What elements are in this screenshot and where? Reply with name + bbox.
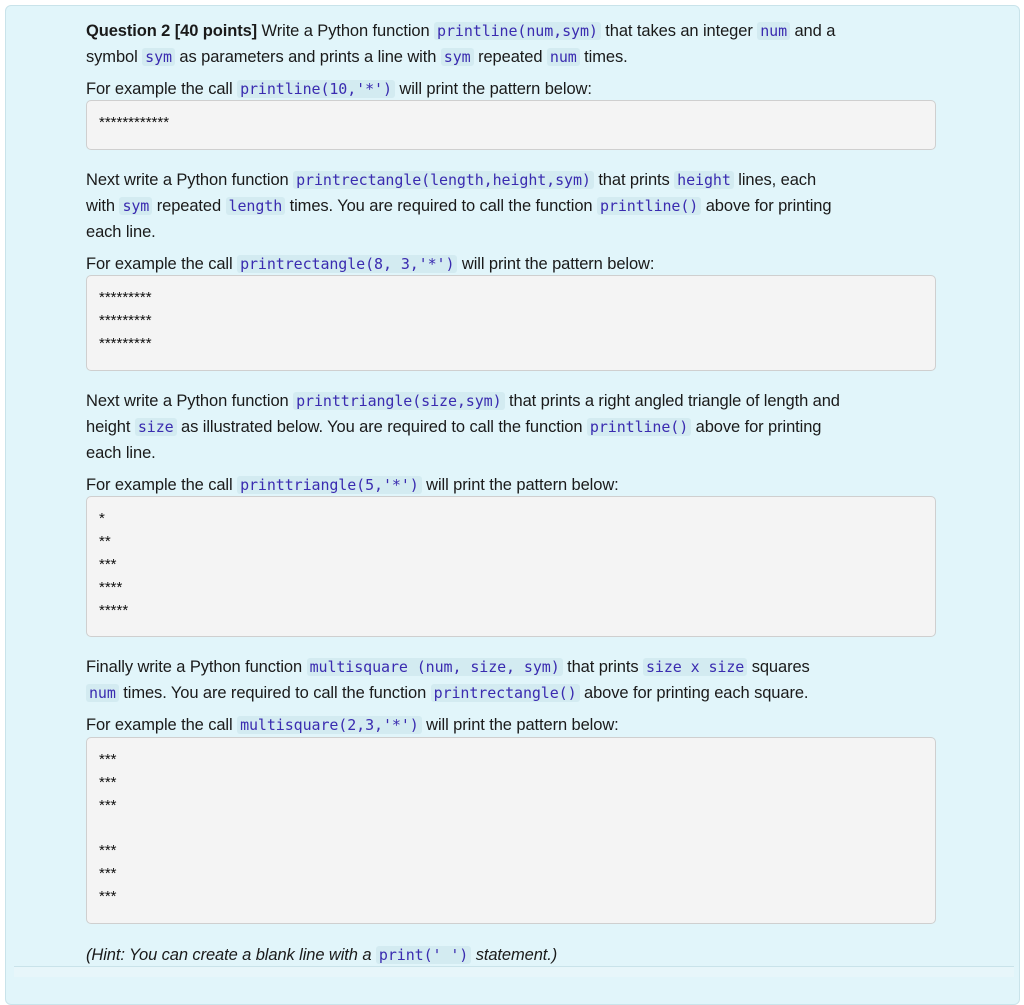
part2-text: each line.	[86, 223, 156, 241]
intro-line-2	[86, 44, 938, 70]
part2-text: that prints	[593, 171, 675, 189]
part2-line-3	[86, 219, 938, 245]
example-text: will print the pattern below:	[421, 716, 619, 734]
part3-line-1	[86, 388, 938, 414]
output-line: ************	[99, 114, 170, 131]
output-line: *********	[99, 312, 152, 329]
example-text: For example the call	[86, 716, 238, 734]
part3-line-3	[86, 440, 938, 466]
question-title: Question 2 [40 points]	[86, 22, 258, 40]
part2-description	[86, 167, 938, 277]
output-line: ***	[99, 842, 117, 859]
code-length: length	[226, 197, 286, 215]
output-line: ***	[99, 751, 117, 768]
part2-text: above for printing	[701, 197, 832, 215]
code-printline-call: printline(10,'*')	[237, 80, 395, 98]
output-line: ***	[99, 888, 117, 905]
code-size: size	[135, 418, 177, 436]
part2-example-line	[86, 251, 938, 277]
part3-text: Next write a Python function	[86, 392, 294, 410]
code-sym: sym	[119, 197, 152, 215]
output-line: *	[99, 510, 105, 527]
part4-text: above for printing each square.	[579, 684, 809, 702]
part2-text: Next write a Python function	[86, 171, 294, 189]
question-intro	[86, 18, 938, 102]
output-line: ***	[99, 865, 117, 882]
example-text: will print the pattern below:	[394, 80, 592, 98]
part4-text: Finally write a Python function	[86, 658, 307, 676]
intro-text: that takes an integer	[600, 22, 758, 40]
output-line: ***	[99, 797, 117, 814]
code-printtriangle-signature: printtriangle(size,sym)	[293, 392, 504, 410]
part3-text: that prints a right angled triangle of length and	[504, 392, 840, 410]
output-box-printrectangle	[86, 275, 936, 371]
part3-example-line	[86, 472, 938, 498]
part3-text: above for printing	[691, 418, 822, 436]
hint-block	[86, 942, 938, 968]
part4-text: squares	[747, 658, 810, 676]
code-sym: sym	[441, 48, 474, 66]
intro-line-1	[86, 18, 938, 44]
part2-text: with	[86, 197, 120, 215]
output-box-multisquare	[86, 737, 936, 924]
intro-text: and a	[790, 22, 836, 40]
code-multisquare-call: multisquare(2,3,'*')	[237, 716, 422, 734]
output-line: **	[99, 533, 111, 550]
output-box-printline	[86, 100, 936, 150]
part4-example-line	[86, 712, 938, 738]
code-num: num	[547, 48, 580, 66]
part4-text: times. You are required to call the function	[118, 684, 431, 702]
part4-description	[86, 654, 938, 738]
part2-line-1	[86, 167, 938, 193]
intro-text: times.	[579, 48, 628, 66]
output-box-printtriangle	[86, 496, 936, 637]
hint-text: statement.)	[471, 946, 558, 964]
part3-description	[86, 388, 938, 498]
hint-line	[86, 942, 938, 968]
intro-text: repeated	[473, 48, 547, 66]
part4-line-1	[86, 654, 938, 680]
example-text: will print the pattern below:	[457, 255, 655, 273]
example-text: For example the call	[86, 255, 238, 273]
intro-text: Write a Python function	[257, 22, 435, 40]
intro-text: symbol	[86, 48, 143, 66]
code-printtriangle-call: printtriangle(5,'*')	[237, 476, 422, 494]
intro-text: as parameters and prints a line with	[174, 48, 441, 66]
output-line: ****	[99, 579, 123, 596]
code-printrectangle-signature: printrectangle(length,height,sym)	[293, 171, 594, 189]
part3-line-2	[86, 414, 938, 440]
code-size-x-size: size x size	[643, 658, 747, 676]
code-num: num	[757, 22, 790, 40]
code-printrectangle-call: printrectangle(8, 3,'*')	[237, 255, 457, 273]
part4-line-2	[86, 680, 938, 706]
code-printline-ref: printline()	[587, 418, 691, 436]
part3-text: each line.	[86, 444, 156, 462]
example1-line	[86, 76, 938, 102]
part4-text: that prints	[562, 658, 643, 676]
code-print-blank: print(' ')	[376, 946, 471, 964]
code-printline-ref: printline()	[597, 197, 701, 215]
part3-text: as illustrated below. You are required to call the function	[176, 418, 587, 436]
code-multisquare-signature: multisquare (num, size, sym)	[307, 658, 563, 676]
part2-text: times. You are required to call the function	[285, 197, 597, 215]
code-num: num	[86, 684, 119, 702]
output-line: *********	[99, 289, 152, 306]
code-printline-signature: printline(num,sym)	[434, 22, 601, 40]
part2-text: repeated	[152, 197, 226, 215]
code-printrectangle-ref: printrectangle()	[431, 684, 580, 702]
code-sym: sym	[142, 48, 175, 66]
hint-text: (Hint: You can create a blank line with a	[86, 946, 376, 964]
output-line: ***	[99, 774, 117, 791]
example-text: For example the call	[86, 476, 238, 494]
output-line: *****	[99, 602, 129, 619]
code-height: height	[674, 171, 734, 189]
example-text: For example the call	[86, 80, 238, 98]
part2-line-2	[86, 193, 938, 219]
output-line: *********	[99, 335, 152, 352]
output-line: ***	[99, 556, 117, 573]
example-text: will print the pattern below:	[421, 476, 619, 494]
part2-text: lines, each	[733, 171, 817, 189]
output-blank-line	[99, 817, 923, 839]
part3-text: height	[86, 418, 135, 436]
